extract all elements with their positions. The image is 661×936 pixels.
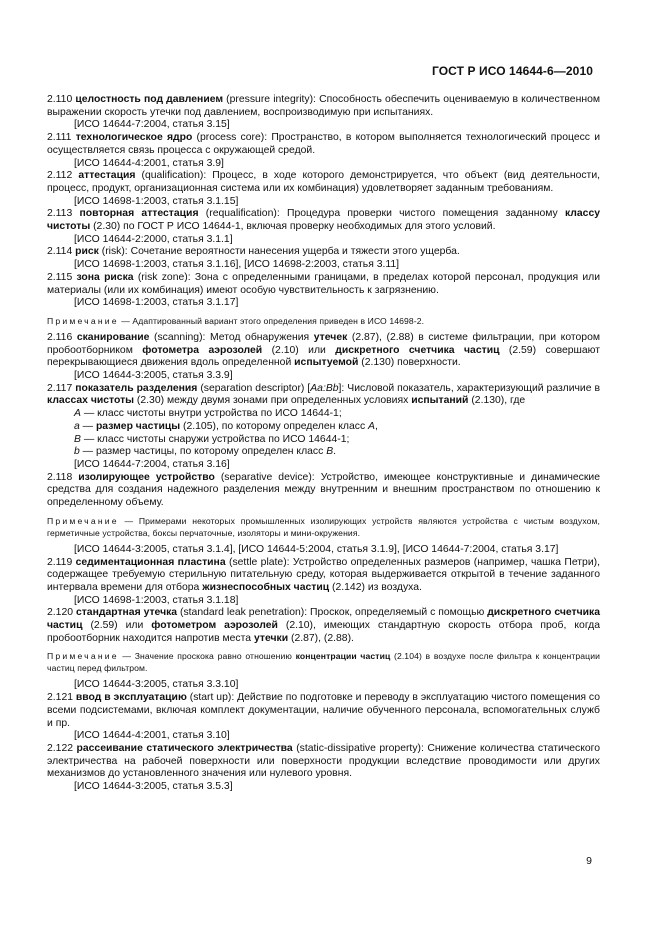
entry-text: (scanning): Метод обнаружения — [149, 331, 314, 343]
entry-text: (2.59) или — [82, 620, 152, 632]
entry-2-115 — [47, 272, 600, 297]
entry-text: (qualification): Процесс, в ходе которого демонстрируется, что объект (вид деятельности, процесс, продукт, организационная система или их комбинация) удовлетворяет заданным требованиям. — [47, 170, 601, 194]
entry-text: (risk zone): Зона с определенными границами, в пределах которой персонал, продукция или материалы (или их комбинация) имеют особую чувствительность к загрязнению. — [47, 271, 601, 296]
cross-ref-term: дискретного счетчика частиц — [335, 344, 500, 356]
entry-term: технологическое ядро — [75, 132, 193, 144]
entry-reference: [ИСО 14644-7:2004, статья 3.15] — [74, 119, 230, 131]
note — [47, 650, 600, 674]
entry-number: 2.121 — [47, 692, 74, 704]
cross-ref-term: дискретного счетчика частиц — [47, 607, 600, 632]
entry-number: 2.117 — [47, 382, 73, 394]
entry-number: 2.110 — [47, 94, 73, 105]
entry-number: 2.113 — [47, 208, 73, 220]
cross-ref-term: жизнеспособных частиц — [202, 581, 330, 593]
entry-term: аттестация — [78, 170, 136, 182]
entry-text: (risk): Сочетание вероятности нанесения ущерба и тяжести этого ущерба. — [98, 246, 460, 258]
entry-text: (requalification): Процедура проверки чистого помещения заданному — [198, 208, 565, 220]
cross-ref-term: испытуемой — [294, 357, 359, 369]
entry-2-121 — [47, 692, 600, 730]
cross-ref-term: концентрации частиц — [295, 651, 391, 662]
entry-text: (2.10), имеющих стандартную скорость отбора проб, когда пробоотборник находится напротив места — [47, 620, 601, 644]
entry-text: (separation descriptor) [ — [197, 382, 311, 394]
document-header: ГОСТ Р ИСО 14644-6—2010 — [431, 64, 593, 78]
entry-term: изолирующее устройство — [78, 471, 215, 483]
entry-term: зона риска — [76, 271, 134, 283]
note-text: — Примерами некоторых промышленных изолирующих устройств являются устройства с чистым воздухом, герметичные устройства, боксы перчаточные, изоляторы и мини-окружения. — [47, 515, 600, 538]
definition-text: — — [79, 420, 96, 432]
entry-number: 2.111 — [47, 132, 72, 144]
entry-reference: [ИСО 14698-1:2003, статья 3.1.15] — [74, 195, 239, 207]
entry-2-114 — [47, 246, 600, 259]
definition-text: — размер частицы, по которому определен класс — [79, 446, 327, 458]
note-text: — Значение проскока равно отношению — [118, 651, 296, 662]
entry-number: 2.114 — [47, 246, 73, 258]
descriptor-code: Aa:Bb — [310, 382, 339, 394]
entry-term: повторная аттестация — [79, 208, 199, 220]
entry-2-112 — [47, 170, 600, 195]
entry-text: (2.30) между двумя зонами при определенных условиях — [134, 395, 412, 407]
definition-text: (2.105), по которому определен класс — [180, 420, 369, 432]
entry-number: 2.116 — [47, 331, 73, 343]
entry-term: рассеивание статического электричества — [76, 742, 293, 754]
note-label: Примечание — [47, 315, 119, 326]
entry-text: (separative device): Устройство, имеющее конструктивные и динамические средства для создания надежного разделения между внутренним и внешним пространством по отношению к определенному объему. — [47, 471, 600, 509]
note-label: Примечание — [47, 515, 119, 526]
definition-text: . — [333, 446, 337, 458]
entry-reference: [ИСО 14644-3:2005, статья 3.3.10] — [74, 679, 239, 691]
definition-line — [47, 421, 600, 434]
definition-text: — класс чистоты внутри устройства по ИСО 14644-1; — [80, 408, 342, 420]
definition-line — [47, 434, 600, 447]
entry-term: риск — [75, 246, 99, 258]
symbol: B — [326, 446, 334, 458]
entry-reference: [ИСО 14644-3:2005, статья 3.1.4], [ИСО 14644-5:2004, статья 3.1.9], [ИСО 14644-7:2004, статья 3.17] — [74, 543, 559, 555]
cross-ref-term: фотометром аэрозолей — [151, 620, 278, 632]
entry-number: 2.115 — [47, 271, 73, 283]
entry-reference: [ИСО 14644-4:2001, статья 3.10] — [74, 730, 230, 742]
entry-text: (pressure integrity): Способность обеспечить оцениваемую в количественном выражении скорость утечки под давлением, воспроизводимую при испытаниях. — [47, 94, 600, 118]
cross-ref-term: размер частицы — [95, 420, 181, 432]
entry-term: показатель разделения — [75, 382, 198, 394]
entry-2-120 — [47, 607, 600, 645]
note-text: (2.104) в воздухе после фильтра к концентрации частиц перед фильтром. — [47, 651, 601, 674]
note-text: — Адаптированный вариант этого определения приведен в ИСО 14698-2. — [118, 315, 425, 326]
entry-2-117 — [47, 383, 600, 408]
entry-reference: [ИСО 14644-3:2005, статья 3.3.9] — [74, 370, 233, 382]
entry-number: 2.122 — [47, 742, 74, 754]
entry-2-116 — [47, 332, 600, 370]
definition-text: — класс чистоты снаружи устройства по ИСО 14644-1; — [80, 433, 350, 445]
entry-number: 2.119 — [47, 556, 73, 568]
entry-reference: [ИСО 14644-4:2001, статья 3.9] — [74, 157, 224, 169]
entry-2-119 — [47, 557, 600, 595]
symbol: A — [74, 408, 81, 420]
entry-text: (process core): Пространство, в котором выполняется технологический процесс и осуществляется связь процесса с окружающей средой. — [47, 132, 601, 156]
entry-number: 2.118 — [47, 471, 73, 483]
entry-term: стандартная утечка — [75, 607, 178, 619]
entry-text: (2.130) поверхности. — [358, 357, 461, 369]
entry-reference: [ИСО 14644-7:2004, статья 3.16] — [74, 458, 230, 470]
cross-ref-term: утечки — [253, 632, 289, 644]
definition-line — [47, 408, 600, 421]
cross-ref-term: испытаний — [411, 395, 469, 407]
entry-text: (2.130), где — [468, 395, 526, 407]
definition-line — [47, 446, 600, 459]
entry-text: (settle plate): Устройство определенных размеров (например, чашка Петри), содержащее требуемую стерильную питательную среду, которая выдерживается открытой в течение заданного интервала времени для отбора — [47, 556, 600, 593]
entry-text: ]: Числовой показатель, характеризующий различие в — [338, 382, 600, 394]
cross-ref-term: классах чистоты — [47, 395, 135, 407]
entry-text: (2.87), (2.88). — [288, 632, 354, 644]
entry-term: сканирование — [76, 331, 150, 343]
page-number: 9 — [586, 855, 592, 867]
entry-text: (static-dissipative property): Снижение количества статического электричества на рабочей поверхности или поверхности продукции вследствие проводимости или других механизмов до установленного значения или нулевого уровня. — [47, 742, 600, 780]
entry-2-122 — [47, 743, 600, 781]
entry-text: (2.87), (2.88) в системе фильтрации, при котором пробоотборником — [47, 331, 601, 356]
entry-reference: [ИСО 14644-3:2005, статья 3.5.3] — [74, 781, 233, 793]
entry-text: (2.59) совершают перекрывающиеся движения вдоль определенной — [47, 344, 600, 369]
entry-2-118 — [47, 472, 600, 510]
symbol: a — [74, 420, 80, 432]
symbol: B — [74, 433, 81, 445]
cross-ref-term: утечек — [313, 331, 348, 343]
entry-text: (start up): Действие по подготовке и переводу в эксплуатацию чистого помещения со всеми подсистемами, включая комплект документации, наличие обученного персонала, вспомогательных служб и пр. — [47, 692, 600, 729]
entry-2-111 — [47, 132, 600, 157]
symbol: A — [368, 420, 375, 432]
note — [47, 515, 600, 539]
entry-term: седиментационная пластина — [75, 556, 226, 568]
cross-ref-term: фотометра аэрозолей — [142, 344, 263, 356]
entry-number: 2.112 — [47, 170, 73, 182]
entry-text: (2.10) или — [262, 344, 336, 356]
note — [47, 315, 600, 327]
entry-reference: [ИСО 14698-1:2003, статья 3.1.16], [ИСО 14698-2:2003, статья 3.11] — [74, 259, 400, 271]
entry-text: (standard leak penetration): Проскок, определяемый с помощью — [177, 607, 488, 619]
symbol: b — [74, 446, 80, 458]
entry-reference: [ИСО 14644-2:2000, статья 3.1.1] — [74, 233, 233, 245]
entry-reference: [ИСО 14698-1:2003, статья 3.1.17] — [74, 297, 239, 309]
entry-term: целостность под давлением — [75, 94, 224, 105]
entry-text: (2.30) по ГОСТ Р ИСО 14644-1, включая проверку необходимых для этого условий. — [90, 221, 496, 233]
document-body — [47, 94, 600, 794]
note-label: Примечание — [47, 651, 119, 662]
entry-number: 2.120 — [47, 607, 74, 619]
entry-2-110 — [47, 94, 600, 119]
entry-text: (2.142) из воздуха. — [329, 581, 422, 593]
entry-term: ввод в эксплуатацию — [75, 692, 187, 704]
entry-reference: [ИСО 14698-1:2003, статья 3.1.18] — [74, 594, 239, 606]
definition-text: , — [374, 420, 378, 432]
cross-ref-term: классу чистоты — [47, 208, 600, 233]
entry-2-113 — [47, 208, 600, 233]
